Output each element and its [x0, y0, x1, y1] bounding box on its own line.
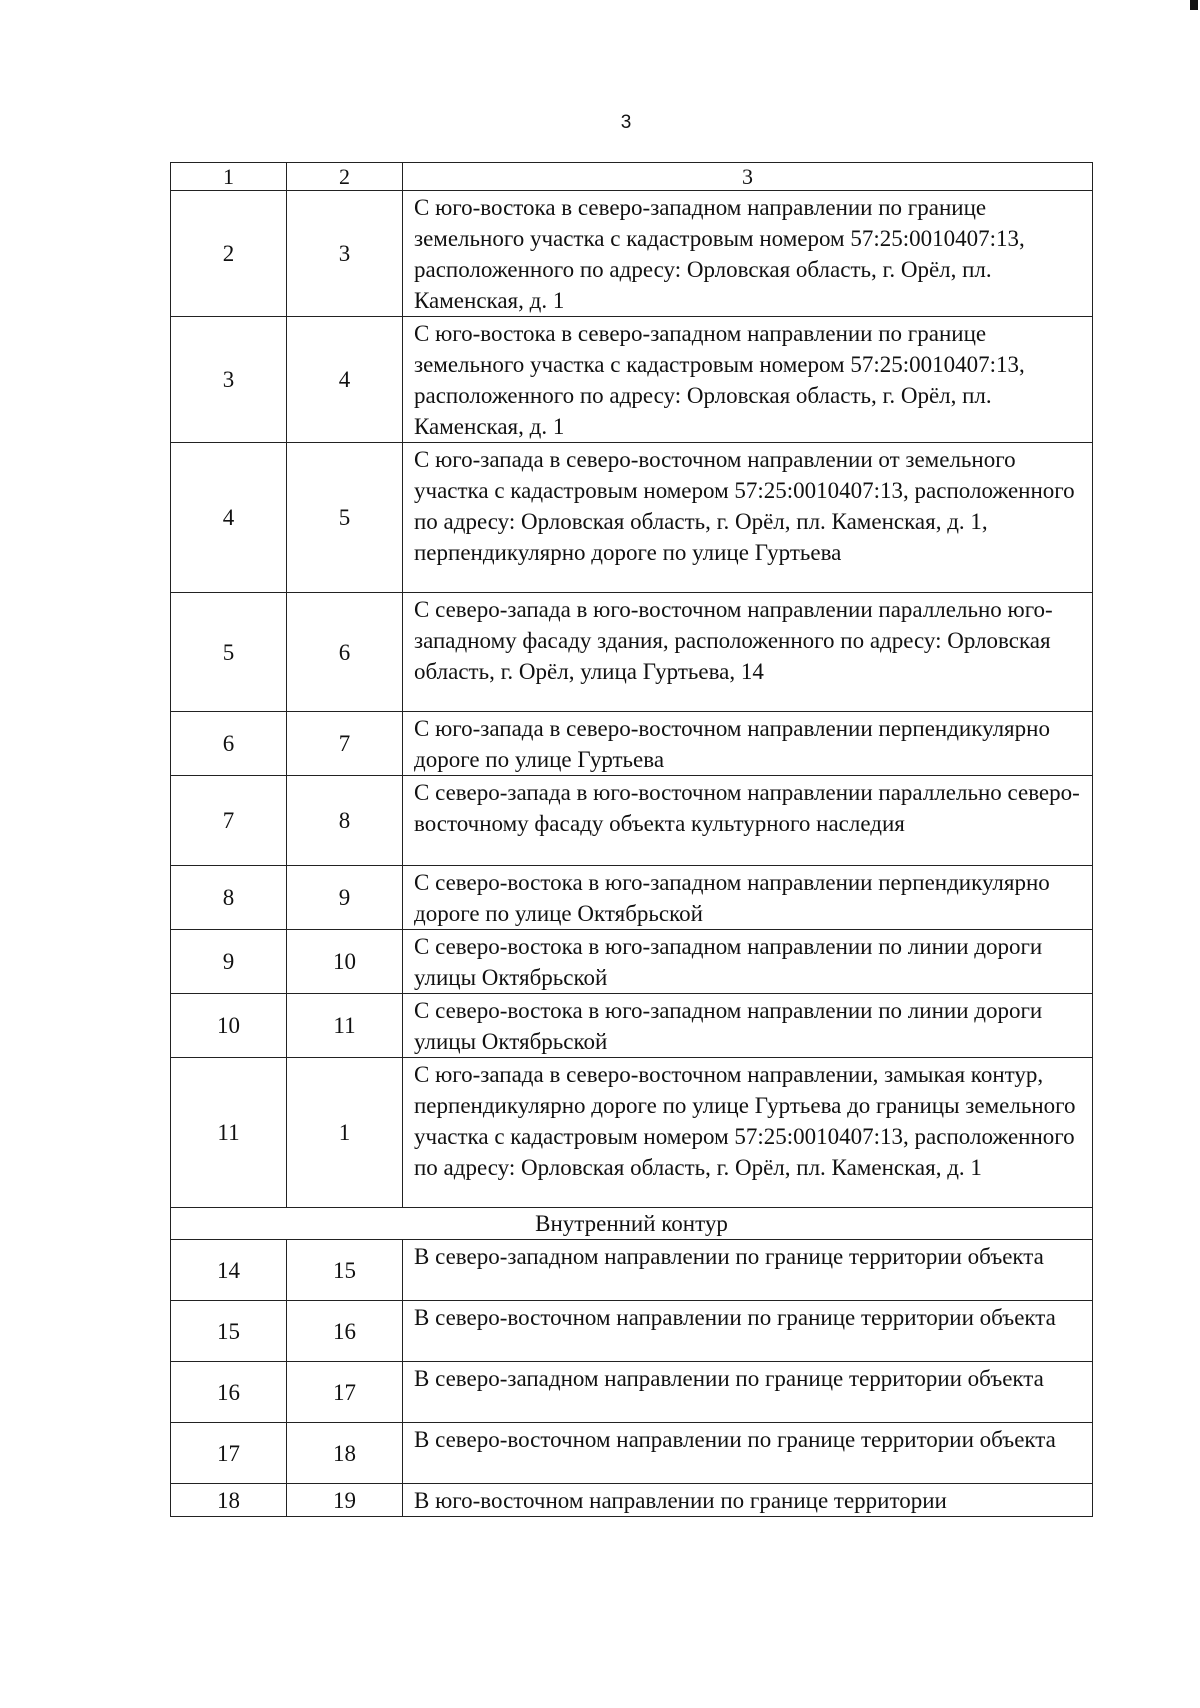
- boundary-description: В юго-восточном направлении по границе территории: [403, 1484, 1093, 1517]
- boundary-description: С северо-востока в юго-западном направлении по линии дороги улицы Октябрьской: [403, 994, 1093, 1058]
- table-row: [171, 1484, 1093, 1517]
- table-row: [171, 712, 1093, 776]
- boundary-description: С северо-запада в юго-восточном направлении параллельно юго-западному фасаду здания, расположенного по адресу: Орловская область, г. Орёл, улица Гуртьева, 14: [403, 593, 1093, 712]
- boundary-description: В северо-западном направлении по границе территории объекта: [403, 1240, 1093, 1301]
- table-row: [171, 994, 1093, 1058]
- point-from: 17: [171, 1423, 287, 1484]
- boundary-description: С юго-запада в северо-восточном направлении от земельного участка с кадастровым номером 57:25:0010407:13, расположенного по адресу: Орловская область, г. Орёл, пл. Каменская, д. 1, перпендикулярно дороге по улице Гуртьева: [403, 443, 1093, 593]
- point-to: 5: [287, 443, 403, 593]
- point-from: 10: [171, 994, 287, 1058]
- point-from: 11: [171, 1058, 287, 1208]
- column-header-to: 2: [287, 163, 403, 191]
- point-to: 8: [287, 776, 403, 866]
- point-from: 2: [171, 191, 287, 317]
- point-from: 14: [171, 1240, 287, 1301]
- point-to: 11: [287, 994, 403, 1058]
- section-row: [171, 1208, 1093, 1240]
- point-from: 9: [171, 930, 287, 994]
- boundary-description-table: [170, 162, 1093, 1517]
- point-from: 7: [171, 776, 287, 866]
- table-row: [171, 1058, 1093, 1208]
- table-row: [171, 191, 1093, 317]
- point-to: 10: [287, 930, 403, 994]
- point-to: 3: [287, 191, 403, 317]
- point-to: 6: [287, 593, 403, 712]
- point-from: 4: [171, 443, 287, 593]
- table-row: [171, 866, 1093, 930]
- inner-contour-heading: Внутренний контур: [171, 1208, 1093, 1240]
- point-from: 16: [171, 1362, 287, 1423]
- point-from: 3: [171, 317, 287, 443]
- table-header-row: [171, 163, 1093, 191]
- table-row: [171, 593, 1093, 712]
- boundary-description: С юго-востока в северо-западном направлении по границе земельного участка с кадастровым номером 57:25:0010407:13, расположенного по адресу: Орловская область, г. Орёл, пл. Каменская, д. 1: [403, 317, 1093, 443]
- boundary-description: С северо-востока в юго-западном направлении перпендикулярно дороге по улице Октябрьской: [403, 866, 1093, 930]
- point-to: 16: [287, 1301, 403, 1362]
- boundary-description: В северо-западном направлении по границе территории объекта: [403, 1362, 1093, 1423]
- table-row: [171, 1240, 1093, 1301]
- point-to: 18: [287, 1423, 403, 1484]
- page-number: 3: [620, 112, 632, 133]
- point-to: 1: [287, 1058, 403, 1208]
- column-header-from: 1: [171, 163, 287, 191]
- table-row: [171, 317, 1093, 443]
- table-row: [171, 930, 1093, 994]
- point-to: 9: [287, 866, 403, 930]
- boundary-description: В северо-восточном направлении по границе территории объекта: [403, 1301, 1093, 1362]
- boundary-description: С северо-запада в юго-восточном направлении параллельно северо-восточному фасаду объекта культурного наследия: [403, 776, 1093, 866]
- table-row: [171, 443, 1093, 593]
- point-from: 8: [171, 866, 287, 930]
- column-header-description: 3: [403, 163, 1093, 191]
- boundary-description: С юго-запада в северо-восточном направлении перпендикулярно дороге по улице Гуртьева: [403, 712, 1093, 776]
- point-from: 18: [171, 1484, 287, 1517]
- boundary-description: В северо-восточном направлении по границе территории объекта: [403, 1423, 1093, 1484]
- boundary-description: С северо-востока в юго-западном направлении по линии дороги улицы Октябрьской: [403, 930, 1093, 994]
- point-to: 19: [287, 1484, 403, 1517]
- point-from: 15: [171, 1301, 287, 1362]
- boundary-description: С юго-востока в северо-западном направлении по границе земельного участка с кадастровым номером 57:25:0010407:13, расположенного по адресу: Орловская область, г. Орёл, пл. Каменская, д. 1: [403, 191, 1093, 317]
- table-row: [171, 1423, 1093, 1484]
- point-to: 17: [287, 1362, 403, 1423]
- table-row: [171, 1301, 1093, 1362]
- scan-corner-mark: [1190, 0, 1198, 10]
- point-from: 6: [171, 712, 287, 776]
- boundary-description: С юго-запада в северо-восточном направлении, замыкая контур, перпендикулярно дороге по улице Гуртьева до границы земельного участка с кадастровым номером 57:25:0010407:13, расположенного по адресу: Орловская область, г. Орёл, пл. Каменская, д. 1: [403, 1058, 1093, 1208]
- point-to: 15: [287, 1240, 403, 1301]
- table-row: [171, 776, 1093, 866]
- point-to: 4: [287, 317, 403, 443]
- table-row: [171, 1362, 1093, 1423]
- point-from: 5: [171, 593, 287, 712]
- point-to: 7: [287, 712, 403, 776]
